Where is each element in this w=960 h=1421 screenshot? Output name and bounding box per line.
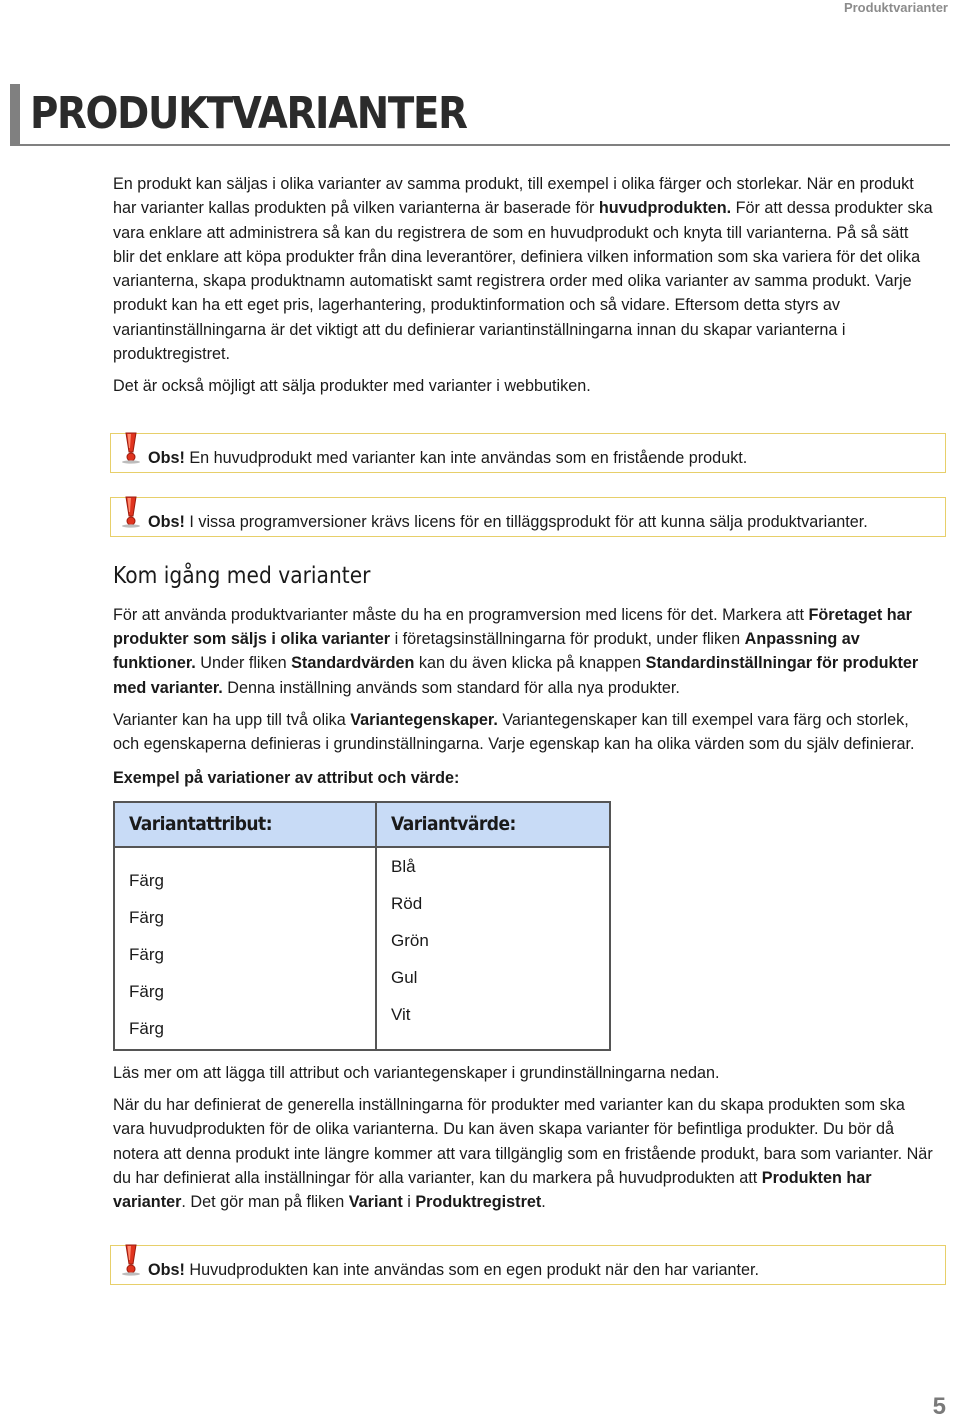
text-run: För att använda produktvarianter måste du ha en programversion med licens för det. Markera att bbox=[113, 605, 809, 624]
note-box bbox=[110, 433, 946, 473]
note-text bbox=[148, 1258, 759, 1282]
table-row bbox=[114, 847, 610, 1050]
text-run-bold: Företaget har produkter som säljs i olika varianter bbox=[113, 605, 912, 648]
attribute-cell bbox=[114, 847, 376, 1050]
text-run-bold: Anpassning av funktioner. bbox=[113, 629, 860, 673]
text-run-bold: Standardvärden bbox=[291, 654, 415, 673]
note-label: Obs! bbox=[148, 512, 185, 531]
text-run: i företagsinställningarna för produkt, under fliken bbox=[390, 629, 745, 648]
text-run: . bbox=[541, 1193, 546, 1212]
read-more-paragraph: Läs mer om att lägga till attribut och variantegenskaper i grundinställningarna nedan. bbox=[113, 1063, 720, 1082]
column-header-value bbox=[376, 802, 610, 847]
warning-icon bbox=[119, 1244, 143, 1276]
warning-icon bbox=[119, 432, 143, 464]
section-heading: Kom igång med varianter bbox=[113, 562, 371, 589]
title-accent-bar bbox=[10, 84, 20, 146]
attribute-value: Färg bbox=[129, 981, 164, 1001]
text-run: Under fliken bbox=[195, 654, 292, 673]
example-heading bbox=[113, 766, 933, 790]
attribute-value: Färg bbox=[129, 944, 164, 964]
variant-value: Röd bbox=[391, 893, 423, 913]
text-run: Variantegenskaper kan till exempel vara färg och storlek, och egenskaperna definieras i grundinställningarna. Varje egenskap kan ha olika värden som du själv definierar. bbox=[113, 710, 915, 754]
text-run: När du har definierat de generella inställningarna för produkter med varianter kan du skapa produkten som ska vara huvudprodukten för de olika varianterna. Du kan även skapa varianter för befintliga produkter. Du bör då notera att denna produkt inte längre kommer att vara tillgänglig som en fristående produkt, bara som varianter. När du har definierat alla inställningar för alla varianter, kan du markera på huvudprodukten att bbox=[113, 1096, 933, 1187]
text-run-bold: Produkten har varianter bbox=[113, 1168, 872, 1212]
running-header: Produktvarianter bbox=[843, 0, 948, 15]
value-cell bbox=[376, 847, 610, 1050]
variant-value: Gul bbox=[391, 967, 418, 987]
document-body bbox=[113, 172, 933, 1285]
column-header-text: Variantvärde: bbox=[391, 813, 516, 836]
webshop-paragraph: Det är också möjligt att sälja produkter med varianter i webbutiken. bbox=[113, 377, 591, 396]
variant-value: Vit bbox=[391, 1004, 411, 1024]
note-box bbox=[110, 1245, 946, 1285]
note-body: En huvudprodukt med varianter kan inte användas som en fristående produkt. bbox=[184, 448, 748, 467]
attribute-value: Färg bbox=[129, 1018, 164, 1038]
intro-text-c: För att dessa produkter ska vara enklare att administrera så kan du registrera de som en huvudprodukt och knyta till varianterna. På så sätt blir det enklare att köpa produkter från dina leverantörer, definiera vilken information som ska variera för det olika varianterna, skapa produktnamn automatiskt samt registrera order med olika varianter av samma produkt. Varje produkt kan ha ett eget pris, lagerhantering, produktinformation och så vidare. Eftersom detta styrs av variantinställningarna är det viktigt att du definierar variantinställningarna innan du skapar varianterna i produktregistret. bbox=[113, 199, 933, 364]
text-run-bold: Variantegenskaper. bbox=[350, 710, 498, 729]
text-run: . Det gör man på fliken bbox=[181, 1193, 349, 1212]
page-number: 5 bbox=[932, 1393, 946, 1420]
example-heading-text: Exempel på variationer av attribut och värde: bbox=[113, 769, 460, 788]
column-header-text: Variantattribut: bbox=[129, 813, 273, 836]
create-main-product-paragraph bbox=[113, 1093, 933, 1214]
attribute-value: Färg bbox=[129, 907, 164, 927]
column-header-attribute bbox=[114, 802, 376, 847]
text-run: i bbox=[402, 1193, 416, 1212]
attribute-value: Färg bbox=[129, 870, 164, 890]
note-box bbox=[110, 497, 946, 537]
page-title: PRODUKTVARIANTER bbox=[30, 88, 467, 139]
note-label: Obs! bbox=[148, 448, 185, 467]
note-text bbox=[148, 510, 868, 534]
text-run: kan du även klicka på knappen bbox=[414, 654, 646, 673]
variant-table bbox=[113, 801, 611, 1051]
text-run-bold: Produktregistret bbox=[415, 1193, 542, 1212]
note-text bbox=[148, 446, 747, 470]
intro-text-bold: huvudprodukten. bbox=[598, 199, 732, 218]
properties-paragraph bbox=[113, 708, 933, 757]
note-body: I vissa programversioner krävs licens för en tilläggsprodukt för att kunna sälja produktvarianter. bbox=[184, 512, 868, 531]
warning-icon bbox=[119, 496, 143, 528]
text-run-bold: Variant bbox=[348, 1193, 403, 1212]
note-label: Obs! bbox=[148, 1260, 185, 1279]
intro-paragraph bbox=[113, 172, 933, 366]
variant-value: Blå bbox=[391, 856, 416, 876]
note-body: Huvudprodukten kan inte användas som en egen produkt när den har varianter. bbox=[184, 1260, 760, 1279]
title-bar bbox=[10, 84, 950, 146]
text-run-bold: Standardinställningar för produkter med varianter. bbox=[113, 654, 919, 697]
title-underline bbox=[20, 144, 950, 146]
variant-value: Grön bbox=[391, 930, 429, 950]
setup-paragraph bbox=[113, 603, 933, 700]
text-run: Varianter kan ha upp till två olika bbox=[113, 710, 351, 729]
intro-text-a: En produkt kan säljas i olika varianter av samma produkt, till exempel i olika färger och storlekar. När en produkt har varianter kallas produkten på vilken varianterna är baserade för bbox=[113, 175, 914, 218]
text-run: Denna inställning används som standard för alla nya produkter. bbox=[222, 678, 680, 697]
table-header-row bbox=[114, 802, 610, 847]
